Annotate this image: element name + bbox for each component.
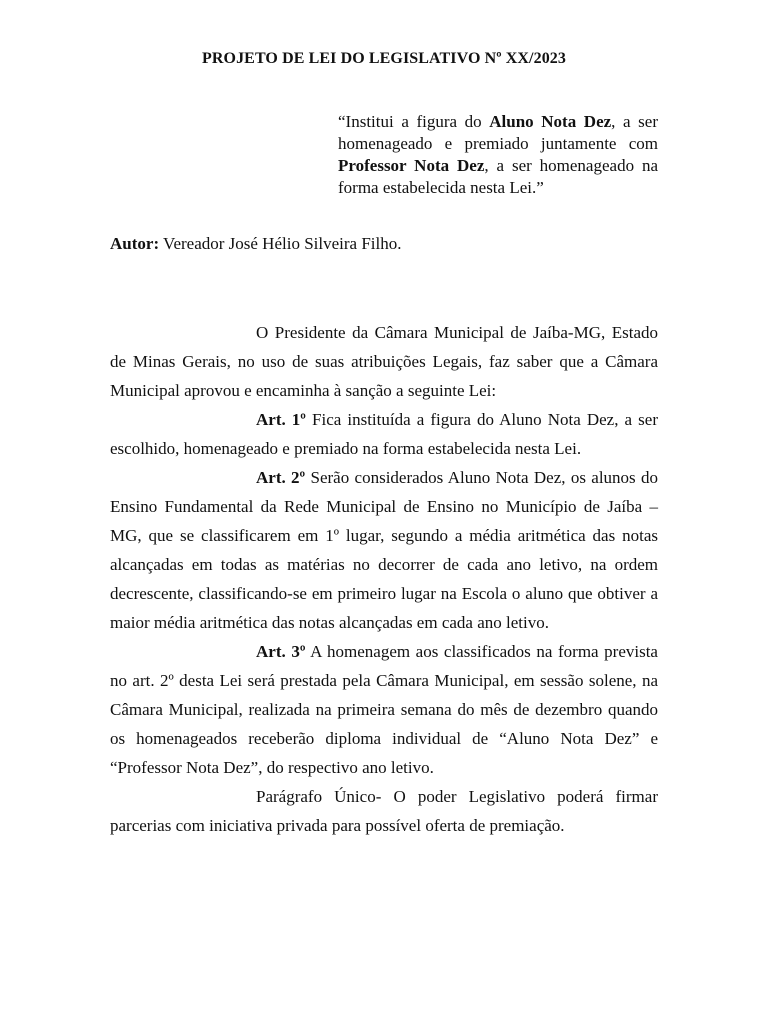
article-3-text: A homenagem aos classificados na forma prevista no art. 2º desta Lei será prestada pela Câmara Municipal, em sessão solene, na Câmara Municipal, realizada na primeira semana do mês de dezembro quando os homenageados receberão diploma individual de “Aluno Nota Dez” e “Professor Nota Dez”, do respectivo ano letivo. [110, 642, 658, 777]
ementa-bold-aluno: Aluno Nota Dez [489, 112, 612, 131]
preamble-paragraph: O Presidente da Câmara Municipal de Jaíba-MG, Estado de Minas Gerais, no uso de suas atribuições Legais, faz saber que a Câmara Municipal aprovou e encaminha à sanção a seguinte Lei: [110, 323, 658, 400]
article-2-label: Art. 2º [256, 468, 306, 487]
article-1-label: Art. 1º [256, 410, 306, 429]
author-name: Vereador José Hélio Silveira Filho. [159, 234, 402, 253]
page-title: PROJETO DE LEI DO LEGISLATIVO Nº XX/2023 [202, 50, 566, 67]
paragrafo-unico: Parágrafo Único- O poder Legislativo poderá firmar parcerias com iniciativa privada para possível oferta de premiação. [110, 787, 658, 835]
ementa-text-2: , a ser homenageado e premiado juntamente com [338, 112, 658, 153]
ementa-bold-professor: Professor Nota Dez [338, 156, 485, 175]
author-line [110, 234, 401, 254]
ementa [338, 111, 658, 199]
ementa-text-1: “Institui a figura do [338, 112, 490, 131]
article-3-label: Art. 3º [256, 642, 306, 661]
law-body [110, 318, 658, 840]
article-1 [110, 405, 658, 463]
article-2 [110, 463, 658, 637]
author-label: Autor: [110, 234, 160, 253]
ementa-text-3: , a ser homenageado na forma estabelecida nesta Lei.” [338, 156, 659, 197]
article-1-text: Fica instituída a figura do Aluno Nota Dez, a ser escolhido, homenageado e premiado na forma estabelecida nesta Lei. [110, 410, 658, 458]
article-3 [110, 637, 658, 782]
article-2-text: Serão considerados Aluno Nota Dez, os alunos do Ensino Fundamental da Rede Municipal de Ensino no Município de Jaíba – MG, que se classificarem em 1º lugar, segundo a média aritmética das notas alcançadas em todas as matérias no decorrer de cada ano letivo, na ordem decrescente, classificando-se em primeiro lugar na Escola o aluno que obtiver a maior média aritmética das notas alcançadas em cada ano letivo. [110, 468, 658, 632]
